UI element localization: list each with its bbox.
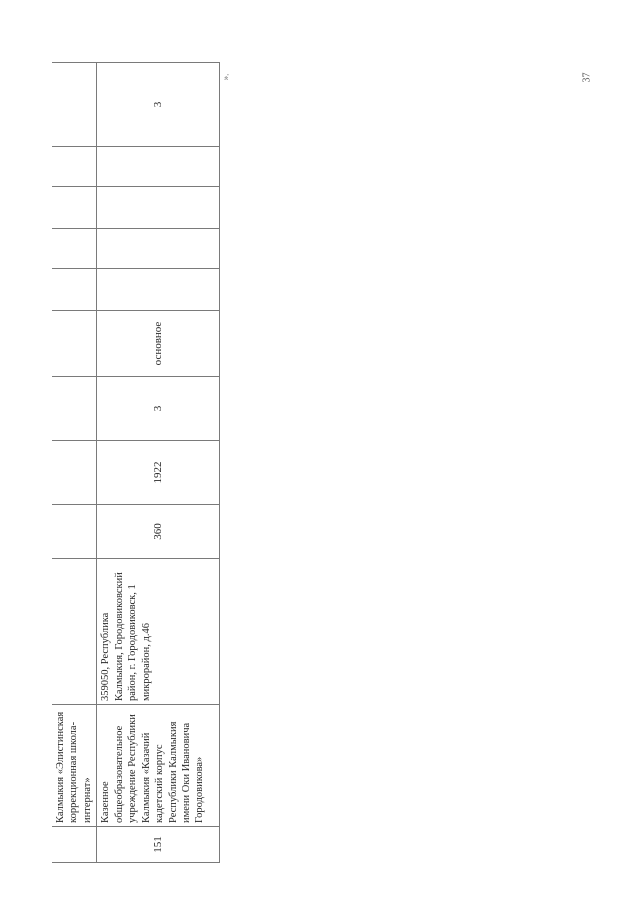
cell-last-value: 3 [97,63,220,147]
rotated-table-wrapper [52,63,216,863]
institutions-table [52,62,220,863]
cell-prev-number [52,827,97,863]
cell-prev-floors [52,377,97,441]
table-row-previous [52,63,97,863]
cell-prev-col8 [52,269,97,311]
address-text: 359050, Республика Калмыкия, Городовиковский район, г. Городовиковск, 1 микрорайон, д.46 [100,572,152,701]
cell-col9 [97,229,220,269]
page-number: 37 [581,72,593,83]
cell-prev-col9 [52,229,97,269]
prev-name-text: Калмыкия «Элистинская коррекционная школа-интернат» [55,711,93,823]
cell-col8 [97,269,220,311]
table-row-151 [97,63,220,863]
cell-prev-type [52,311,97,377]
cell-prev-name [52,705,97,827]
cell-col11 [97,147,220,187]
cell-institution-name [97,705,220,827]
cell-floors: 3 [97,377,220,441]
cell-prev-col10 [52,187,97,229]
cell-prev-col11 [52,147,97,187]
cell-prev-address [52,559,97,705]
cell-year: 1922 [97,441,220,505]
cell-prev-capacity [52,505,97,559]
closing-quote-mark: ». [220,73,231,81]
cell-address [97,559,220,705]
cell-prev-col12 [52,63,97,147]
cell-col10 [97,187,220,229]
institution-name-text: Казенное общеобразовательное учреждение Республики Калмыкия «Казачий кадетский корпус Республики Калмыкия имени Оки Ивановича Городовикова» [100,714,206,823]
cell-prev-year [52,441,97,505]
cell-capacity: 360 [97,505,220,559]
cell-building-type: основное [97,311,220,377]
cell-row-number: 151 [97,827,220,863]
